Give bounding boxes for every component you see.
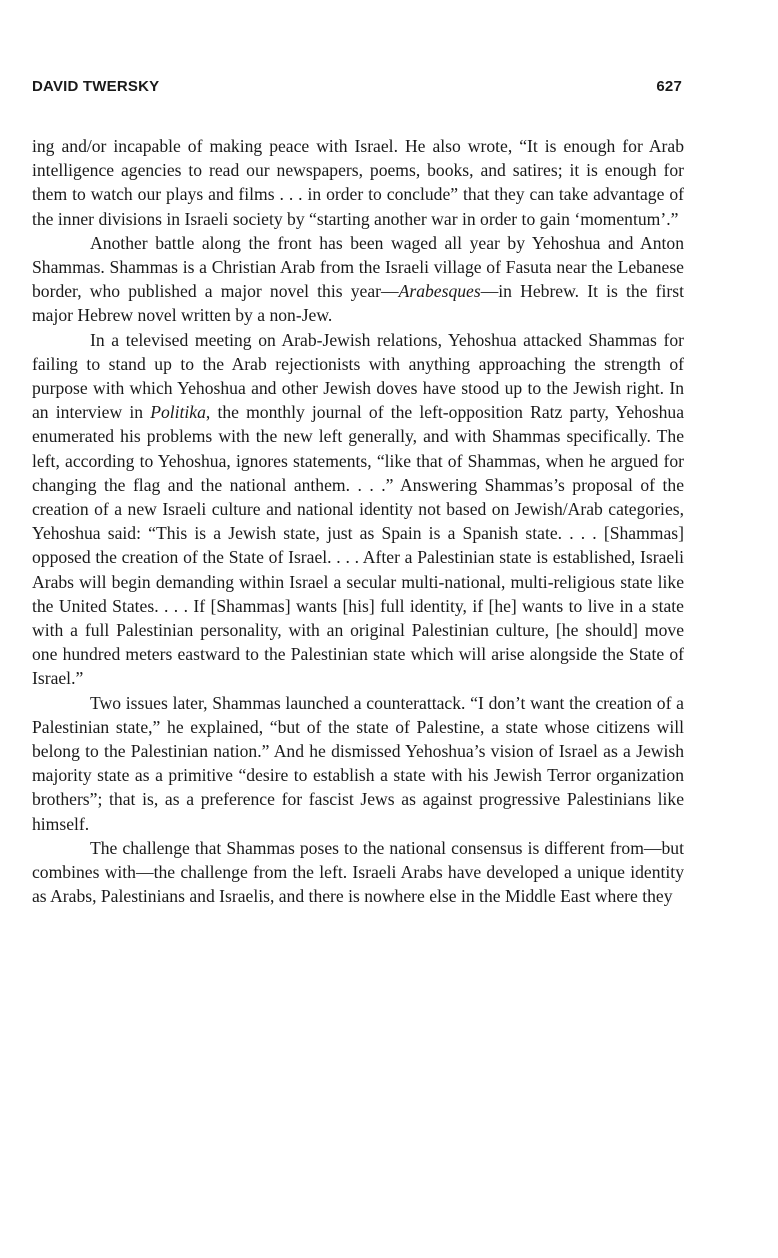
paragraph-continued	[32, 134, 684, 231]
paragraph-text: Another battle along the front has been waged all year by Yehoshua and Anton Shammas. Shammas is a Christian Arab from the Israeli village of Fasuta near the Lebanese border, who published a major novel this year—	[32, 232, 684, 302]
paragraph	[32, 328, 684, 691]
body-text	[32, 134, 684, 909]
book-title-arabesques: Arabesques	[398, 281, 481, 302]
running-head-author: DAVID TWERSKY	[32, 78, 160, 95]
paragraph-text: , the monthly journal of the left-opposition Ratz party, Yehoshua enumerated his problems with the new left generally, and with Shammas specifically. The left, according to Yehoshua, ignores statements, “like that of Shammas, when he argued for changing the flag and the national anthem. . . .” Answering Shammas’s proposal of the creation of a new Israeli culture and national identity not based on Jewish/Arab categories, Yehoshua said: “This is a Jewish state, just as Spain is a Spanish state. . . . [Shammas] opposed the creation of the State of Israel. . . . After a Palestinian state is established, Israeli Arabs will begin demanding within Israel a secular multi-national, multi-religious state like the United States. . . . If [Shammas] wants [his] full identity, if [he] wants to live in a state with a full Palestinian personality, with an original Palestinian culture, [he should] move one hundred meters eastward to the Palestinian state which will arise alongside the State of Israel.”	[32, 402, 684, 689]
paragraph-text: ing and/or incapable of making peace with Israel. He also wrote, “It is enough for Arab intelligence agencies to read our newspapers, poems, books, and satires; it is enough for them to watch our plays and films . . . in order to conclude” that they can take advantage of the inner divisions in Israeli society by “starting another war in order to gain ‘momentum’.”	[32, 136, 684, 229]
page-number: 627	[656, 78, 682, 95]
journal-title-politika: Politika	[150, 402, 206, 423]
paragraph	[32, 836, 684, 909]
paragraph	[32, 691, 684, 836]
paragraph-text: The challenge that Shammas poses to the national consensus is different from—but combines with—the challenge from the left. Israeli Arabs have developed a unique identity as Arabs, Palestinians and Israelis, and there is nowhere else in the Middle East where they	[32, 837, 684, 907]
paragraph-text: Two issues later, Shammas launched a counterattack. “I don’t want the creation of a Palestinian state,” he explained, “but of the state of Palestine, a state whose citizens will belong to the Palestinian nation.” And he dismissed Yehoshua’s vision of Israel as a Jewish majority state as a primitive “desire to establish a state with his Jewish Terror organization brothers”; that is, as a preference for fascist Jews as against progressive Palestinians like himself.	[32, 692, 684, 834]
paragraph-text: —in Hebrew. It is the first major Hebrew novel written by a non-Jew.	[32, 281, 684, 326]
paragraph-text: In a televised meeting on Arab-Jewish relations, Yehoshua attacked Shammas for failing to stand up to the Arab rejectionists with anything approaching the strength of purpose with which Yehoshua and other Jewish doves have stood up to the Jewish right. In an interview in	[32, 329, 684, 423]
paragraph	[32, 231, 684, 328]
